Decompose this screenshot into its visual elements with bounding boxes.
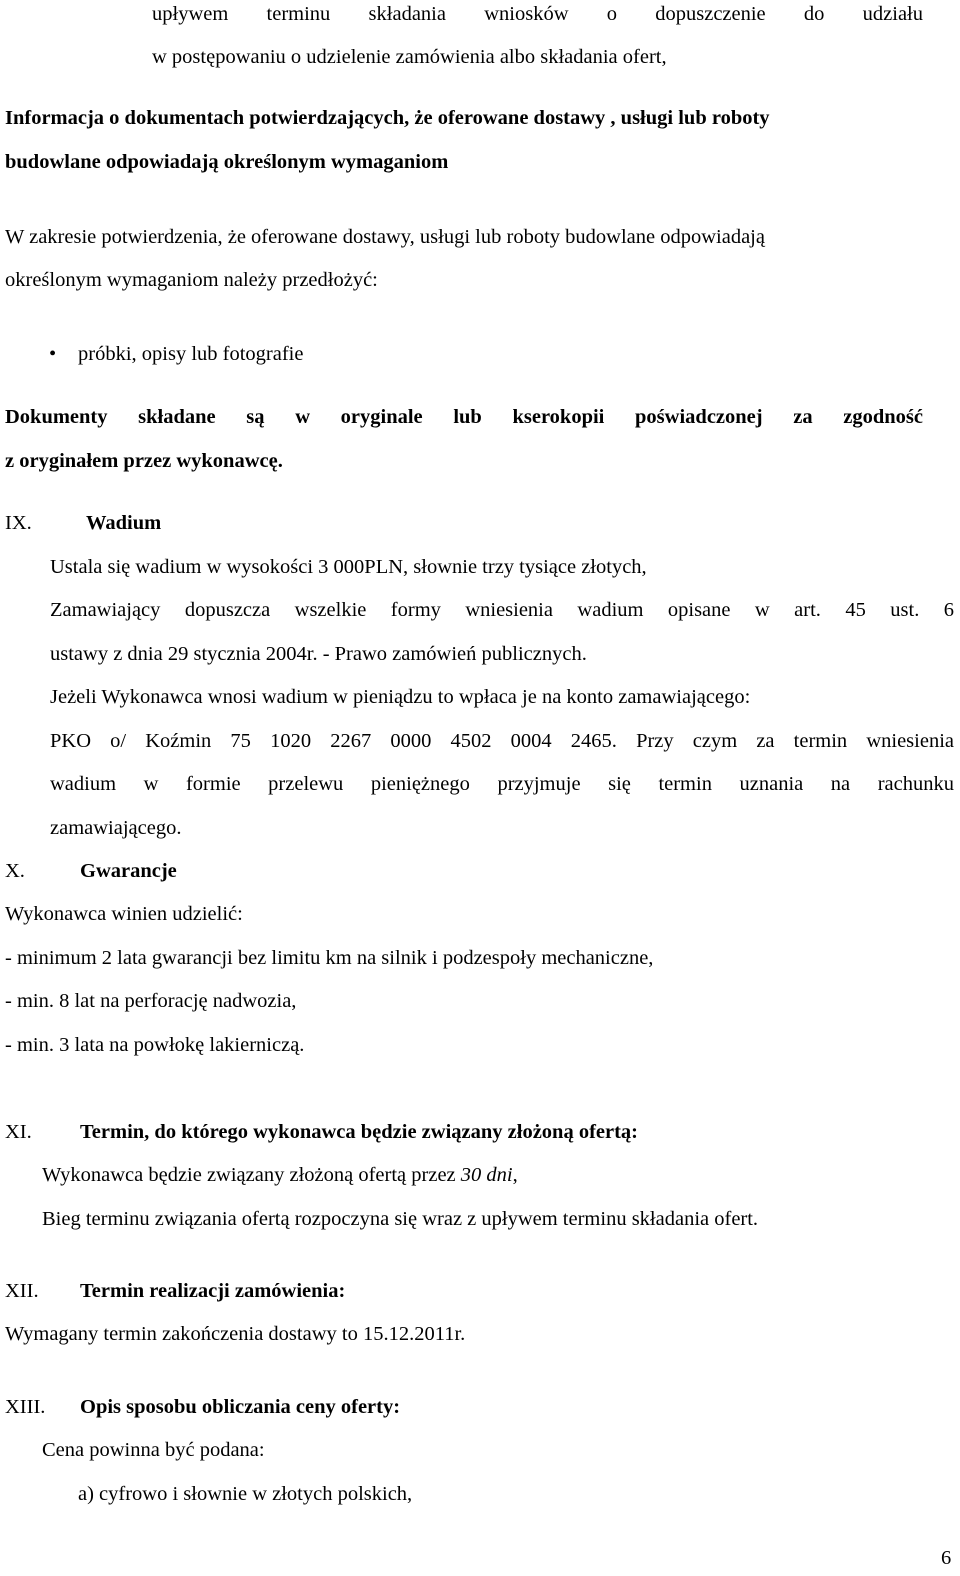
- list-item: - minimum 2 lata gwarancji bez limitu km na silnik i podzespoły mechaniczne,: [5, 947, 654, 969]
- docs-heading-line-1: Informacja o dokumentach potwierdzających, że oferowane dostawy , usługi lub roboty: [5, 107, 770, 129]
- docs-text-line-2: określonym wymaganiom należy przedłożyć:: [5, 269, 378, 291]
- section-xi-line-2: Bieg terminu związania ofertą rozpoczyna się wraz z upływem terminu składania ofert.: [42, 1208, 759, 1230]
- section-xii-text: Wymagany termin zakończenia dostawy to 15.12.2011r.: [5, 1323, 466, 1345]
- section-xii-title: Termin realizacji zamówienia:: [80, 1280, 346, 1302]
- section-x-intro: Wykonawca winien udzielić:: [5, 903, 243, 925]
- docs-note-line-2: z oryginałem przez wykonawcę.: [5, 450, 283, 472]
- docs-text-line-1: W zakresie potwierdzenia, że oferowane dostawy, usługi lub roboty budowlane odpowiadają: [5, 226, 765, 248]
- section-xi-line-1: [42, 1163, 518, 1187]
- section-ix-line-5: PKO o/ Koźmin 75 1020 2267 0000 4502 0004 2465. Przy czym za termin wniesienia: [50, 730, 954, 752]
- section-ix-line-2: Zamawiający dopuszcza wszelkie formy wniesienia wadium opisane w art. 45 ust. 6: [50, 599, 954, 621]
- section-xiii-item-a: a) cyfrowo i słownie w złotych polskich,: [78, 1483, 413, 1505]
- section-xi-line-1-post: ,: [512, 1164, 518, 1186]
- intro-line-1: upływem terminu składania wniosków o dopuszczenie do udziału: [152, 3, 923, 25]
- section-ix-line-7: zamawiającego.: [50, 817, 182, 839]
- section-ix-line-1: Ustala się wadium w wysokości 3 000PLN, słownie trzy tysiące złotych,: [50, 556, 647, 578]
- section-xi-days: 30 dni: [460, 1164, 513, 1186]
- list-item: - min. 8 lat na perforację nadwozia,: [5, 990, 297, 1012]
- list-item: - min. 3 lata na powłokę lakierniczą.: [5, 1034, 305, 1056]
- docs-note-line-1: Dokumenty składane są w oryginale lub kserokopii poświadczonej za zgodność: [5, 406, 923, 428]
- docs-heading-line-2: budowlane odpowiadają określonym wymaganiom: [5, 151, 449, 173]
- section-xiii-intro: Cena powinna być podana:: [42, 1439, 265, 1461]
- section-xii-number: XII.: [5, 1280, 39, 1302]
- section-ix-title: Wadium: [86, 512, 162, 534]
- section-xi-line-1-pre: Wykonawca będzie związany złożoną ofertą przez: [42, 1164, 461, 1186]
- bullet-icon: •: [49, 343, 57, 365]
- section-xiii-title: Opis sposobu obliczania ceny oferty:: [80, 1396, 401, 1418]
- section-xi-title: Termin, do którego wykonawca będzie związany złożoną ofertą:: [80, 1121, 638, 1143]
- section-ix-line-3: ustawy z dnia 29 stycznia 2004r. - Prawo zamówień publicznych.: [50, 643, 587, 665]
- section-ix-line-4: Jeżeli Wykonawca wnosi wadium w pieniądzu to wpłaca je na konto zamawiającego:: [50, 686, 751, 708]
- section-x-number: X.: [5, 860, 25, 882]
- section-x-title: Gwarancje: [80, 860, 177, 882]
- section-ix-number: IX.: [5, 512, 32, 534]
- intro-line-2: w postępowaniu o udzielenie zamówienia albo składania ofert,: [152, 46, 667, 68]
- bullet-item: próbki, opisy lub fotografie: [78, 343, 304, 365]
- section-ix-line-6: wadium w formie przelewu pieniężnego przyjmuje się termin uznania na rachunku: [50, 773, 954, 795]
- page-number: 6: [941, 1547, 952, 1569]
- section-xiii-number: XIII.: [5, 1396, 46, 1418]
- section-xi-number: XI.: [5, 1121, 32, 1143]
